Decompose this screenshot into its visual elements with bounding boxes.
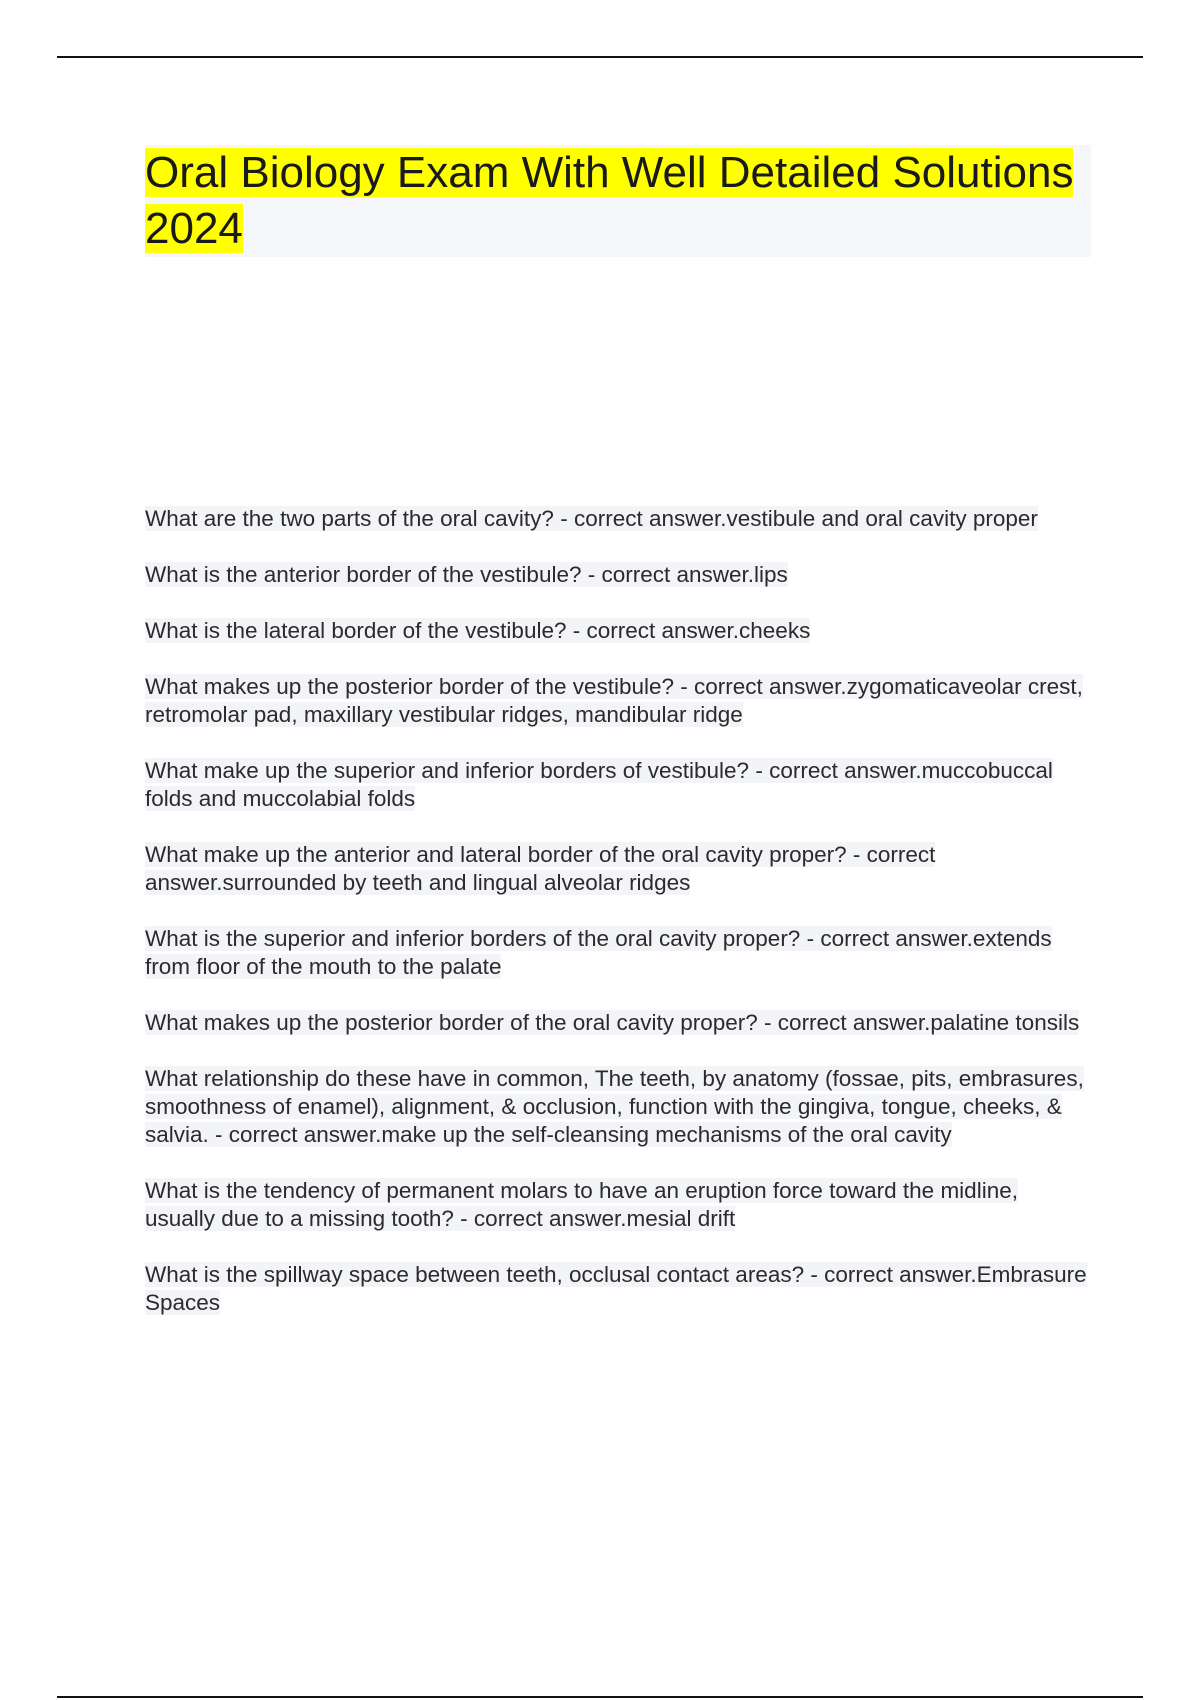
document-title <box>145 145 1091 257</box>
qa-item <box>145 561 1091 589</box>
qa-item <box>145 1177 1091 1233</box>
qa-item <box>145 1009 1091 1037</box>
bottom-rule <box>57 1696 1143 1698</box>
qa-item <box>145 1261 1091 1317</box>
qa-item <box>145 505 1091 533</box>
qa-list <box>145 505 1091 1345</box>
qa-text: What is the spillway space between teeth, occlusal contact areas? - correct answer.Embrasure Spaces <box>145 1262 1087 1315</box>
qa-text: What is the tendency of permanent molars to have an eruption force toward the midline, usually due to a missing tooth? - correct answer.mesial drift <box>145 1178 1018 1231</box>
qa-text: What is the lateral border of the vestibule? - correct answer.cheeks <box>145 618 811 643</box>
qa-text: What are the two parts of the oral cavity? - correct answer.vestibule and oral cavity proper <box>145 506 1038 531</box>
qa-item <box>145 841 1091 897</box>
qa-text: What makes up the posterior border of the oral cavity proper? - correct answer.palatine tonsils <box>145 1010 1080 1035</box>
qa-text: What is the anterior border of the vestibule? - correct answer.lips <box>145 562 788 587</box>
qa-text: What makes up the posterior border of the vestibule? - correct answer.zygomaticaveolar crest, retromolar pad, maxillary vestibular ridges, mandibular ridge <box>145 674 1083 727</box>
qa-item <box>145 925 1091 981</box>
qa-item <box>145 1065 1091 1149</box>
qa-text: What is the superior and inferior borders of the oral cavity proper? - correct answer.extends from floor of the mouth to the palate <box>145 926 1052 979</box>
qa-text: What relationship do these have in common, The teeth, by anatomy (fossae, pits, embrasures, smoothness of enamel), alignment, & occlusion, function with the gingiva, tongue, cheeks, & salvia. - correct answer.make up the self-cleansing mechanisms of the oral cavity <box>145 1066 1084 1147</box>
qa-text: What make up the superior and inferior borders of vestibule? - correct answer.muccobuccal folds and muccolabial folds <box>145 758 1053 811</box>
qa-item <box>145 617 1091 645</box>
top-rule <box>57 56 1143 58</box>
qa-text: What make up the anterior and lateral border of the oral cavity proper? - correct answer.surrounded by teeth and lingual alveolar ridges <box>145 842 936 895</box>
qa-item <box>145 673 1091 729</box>
title-block <box>145 145 1091 257</box>
qa-item <box>145 757 1091 813</box>
document-title-text: Oral Biology Exam With Well Detailed Solutions 2024 <box>145 148 1074 253</box>
